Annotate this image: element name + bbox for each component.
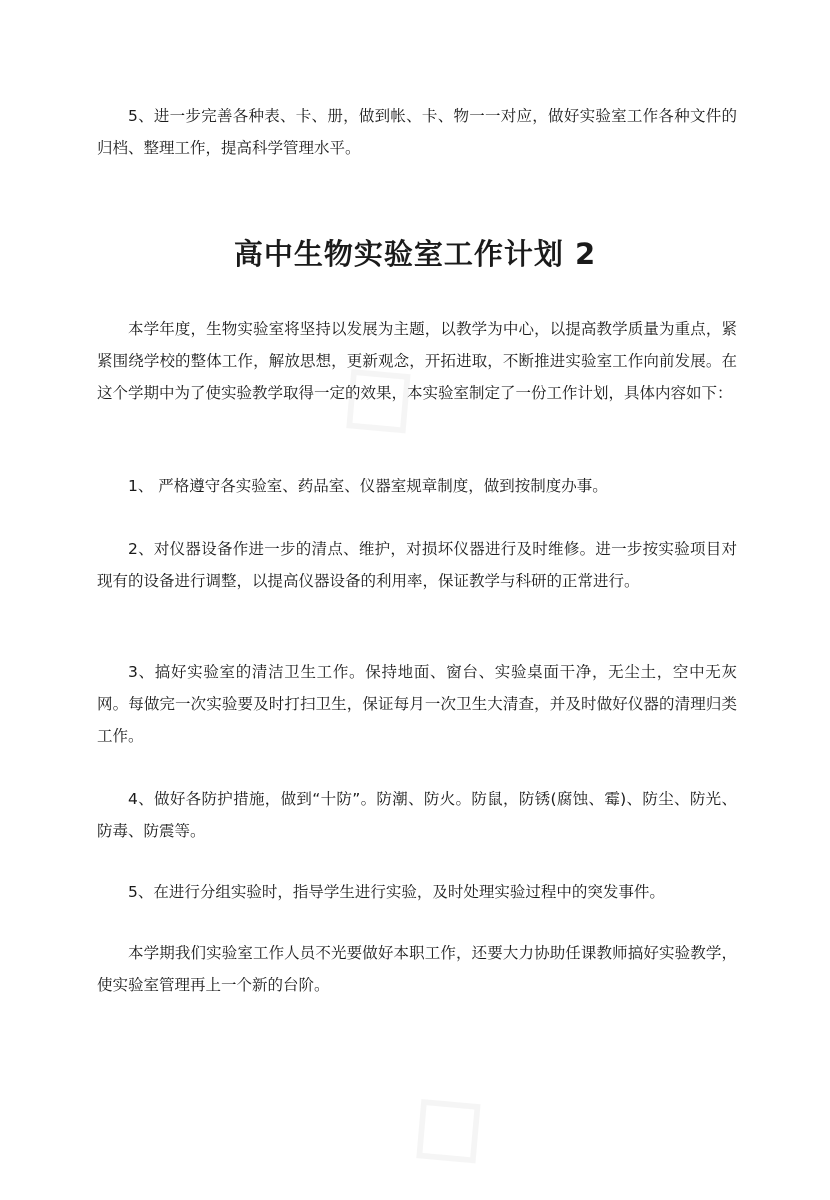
paragraph-overview: 本学年度，生物实验室将坚持以发展为主题，以教学为中心，以提高教学质量为重点，紧紧围绕学校的整体工作，解放思想，更新观念，开拓进取，不断推进实验室工作向前发展。在这个学期中为了使实验教学取得一定的效果，本实验室制定了一份工作计划，具体内容如下： xyxy=(97,320,737,402)
paragraph-intro-item-5: 5、进一步完善各种表、卡、册，做到帐、卡、物一一对应，做好实验室工作各种文件的归档、整理工作，提高科学管理水平。 xyxy=(97,107,737,157)
paragraph-item-5: 5、在进行分组实验时，指导学生进行实验，及时处理实验过程中的突发事件。 xyxy=(128,883,665,901)
paragraph-item-3: 3、搞好实验室的清洁卫生工作。保持地面、窗台、实验桌面干净，无尘土，空中无灰网。每做完一次实验要及时打扫卫生，保证每月一次卫生大清查，并及时做好仪器的清理归类工作。 xyxy=(97,663,737,745)
page-title: 高中生物实验室工作计划 2 xyxy=(233,237,597,271)
paragraph-item-1: 1、 严格遵守各实验室、药品室、仪器室规章制度，做到按制度办事。 xyxy=(128,477,608,495)
paragraph-item-4: 4、做好各防护措施，做到“十防”。防潮、防火。防鼠，防锈(腐蚀、霉)、防尘、防光、防毒、防震等。 xyxy=(97,790,737,840)
watermark xyxy=(369,1048,516,1200)
paragraph-item-2: 2、对仪器设备作进一步的清点、维护，对损坏仪器进行及时维修。进一步按实验项目对现有的设备进行调整，以提高仪器设备的利用率，保证教学与科研的正常进行。 xyxy=(97,540,737,590)
paragraph-closing: 本学期我们实验室工作人员不光要做好本职工作，还要大力协助任课教师搞好实验教学，使实验室管理再上一个新的台阶。 xyxy=(97,944,737,994)
